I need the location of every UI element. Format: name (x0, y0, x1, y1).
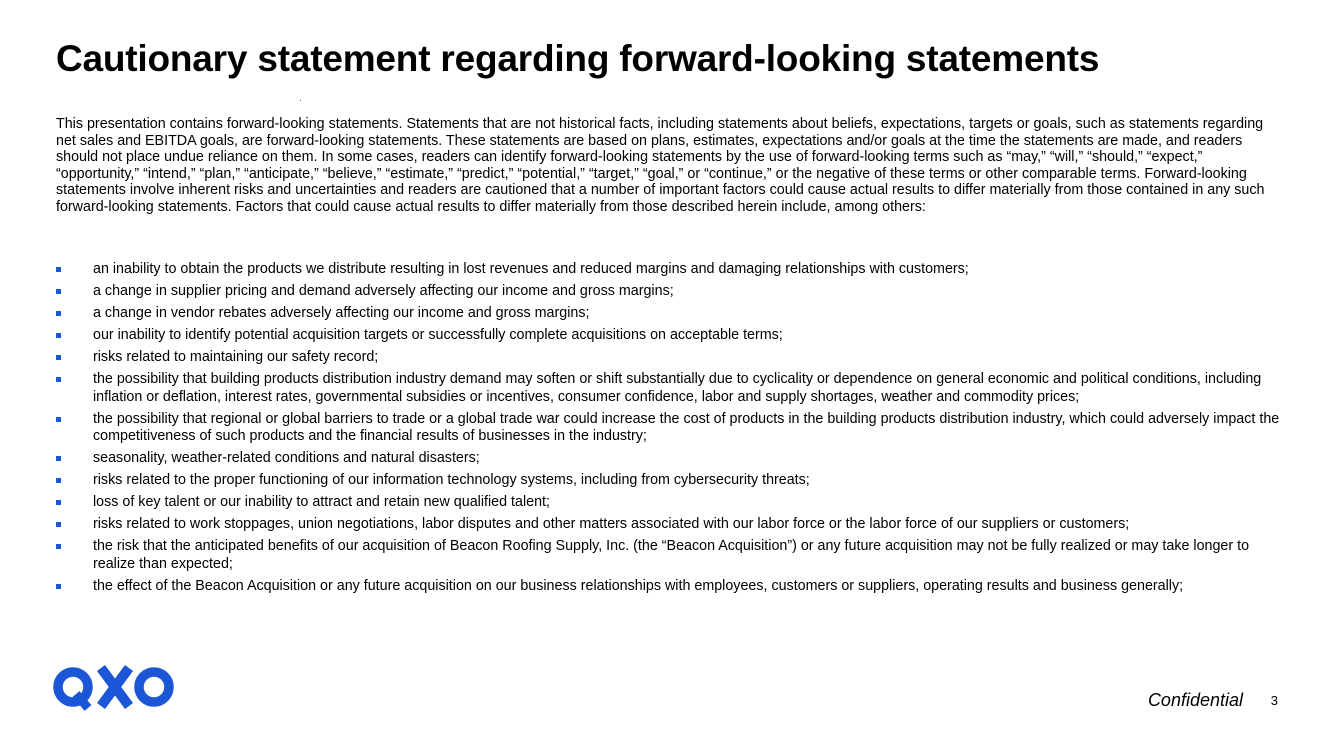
list-item (56, 494, 1280, 512)
square-bullet-icon (56, 478, 61, 483)
square-bullet-icon (56, 333, 61, 338)
list-item-text: the possibility that regional or global barriers to trade or a global trade war could increase the cost of products in the building products distribution industry, which could adversely impact the competitiveness of such products and the financial results of businesses in the industry; (93, 410, 1280, 444)
square-bullet-icon (56, 544, 61, 549)
square-bullet-icon (56, 584, 61, 589)
list-item-text: the risk that the anticipated benefits of our acquisition of Beacon Roofing Supply, Inc. (the “Beacon Acquisition”) or any future acquisition may not be fully realized or may take longer to realize than expected; (93, 538, 1250, 572)
list-item (56, 371, 1280, 406)
list-item (56, 450, 1280, 468)
square-bullet-icon (56, 377, 61, 382)
confidential-label: Confidential (1147, 690, 1243, 710)
list-item-text: an inability to obtain the products we distribute resulting in lost revenues and reduced margins and damaging relationships with customers; (93, 261, 969, 277)
stray-dot (300, 100, 301, 101)
list-item-text: risks related to the proper functioning of our information technology systems, including from cybersecurity threats; (93, 472, 810, 488)
square-bullet-icon (56, 522, 61, 527)
square-bullet-icon (56, 289, 61, 294)
square-bullet-icon (56, 500, 61, 505)
list-item-text: seasonality, weather-related conditions and natural disasters; (93, 450, 480, 466)
square-bullet-icon (56, 311, 61, 316)
list-item (56, 472, 1280, 490)
risk-factor-list (56, 261, 1280, 600)
list-item (56, 349, 1280, 367)
list-item (56, 305, 1280, 323)
list-item (56, 411, 1280, 446)
list-item-text: our inability to identify potential acquisition targets or successfully complete acquisitions on acceptable terms; (93, 327, 783, 343)
list-item (56, 261, 1280, 279)
list-item (56, 327, 1280, 345)
intro-paragraph: This presentation contains forward-looking statements. Statements that are not historical facts, including statements about beliefs, expectations, targets or goals, such as statements regarding net sales and EBITDA goals, are forward-looking statements. These statements are based on plans, estimates, expectations and/or goals at the time the statements are made, and readers should not place undue reliance on them. In some cases, readers can identify forward-looking statements by the use of forward-looking terms such as “may,” “will,” “should,” “expect,” “opportunity,” “intend,” “plan,” “anticipate,” “believe,” “estimate,” “predict,” “potential,” “target,” “goal,” or “continue,” or the negative of these terms or other comparable terms. Forward-looking statements involve inherent risks and uncertainties and readers are cautioned that a number of important factors could cause actual results to differ materially from those contained in any such forward-looking statements. Factors that could cause actual results to differ materially from those described herein include, among others: (56, 116, 1265, 215)
qxo-logo (52, 664, 176, 714)
list-item-text: the effect of the Beacon Acquisition or any future acquisition on our business relationships with employees, customers or suppliers, operating results and business generally; (93, 577, 1184, 594)
square-bullet-icon (56, 417, 61, 422)
list-item (56, 516, 1280, 534)
list-item-text: the possibility that building products distribution industry demand may soften or shift substantially due to cyclicality or dependence on general economic and political conditions, including inflation or deflation, interest rates, governmental subsidies or incentives, consumer confidence, labor and supply shortages, weather and commodity prices; (93, 371, 1262, 405)
page-title: Cautionary statement regarding forward-looking statements (56, 38, 1100, 79)
list-item-text: a change in supplier pricing and demand adversely affecting our income and gross margins; (93, 283, 674, 299)
list-item-text: loss of key talent or our inability to attract and retain new qualified talent; (93, 494, 550, 510)
list-item-text: risks related to work stoppages, union negotiations, labor disputes and other matters associated with our labor force or the labor force of our suppliers or customers; (93, 516, 1130, 532)
list-item (56, 283, 1280, 301)
square-bullet-icon (56, 355, 61, 360)
list-item-text: a change in vendor rebates adversely affecting our income and gross margins; (93, 305, 590, 321)
page-number: 3 (1270, 693, 1278, 708)
square-bullet-icon (56, 267, 61, 272)
list-item (56, 538, 1280, 573)
list-item (56, 578, 1280, 596)
square-bullet-icon (56, 456, 61, 461)
list-item-text: risks related to maintaining our safety record; (93, 349, 379, 365)
